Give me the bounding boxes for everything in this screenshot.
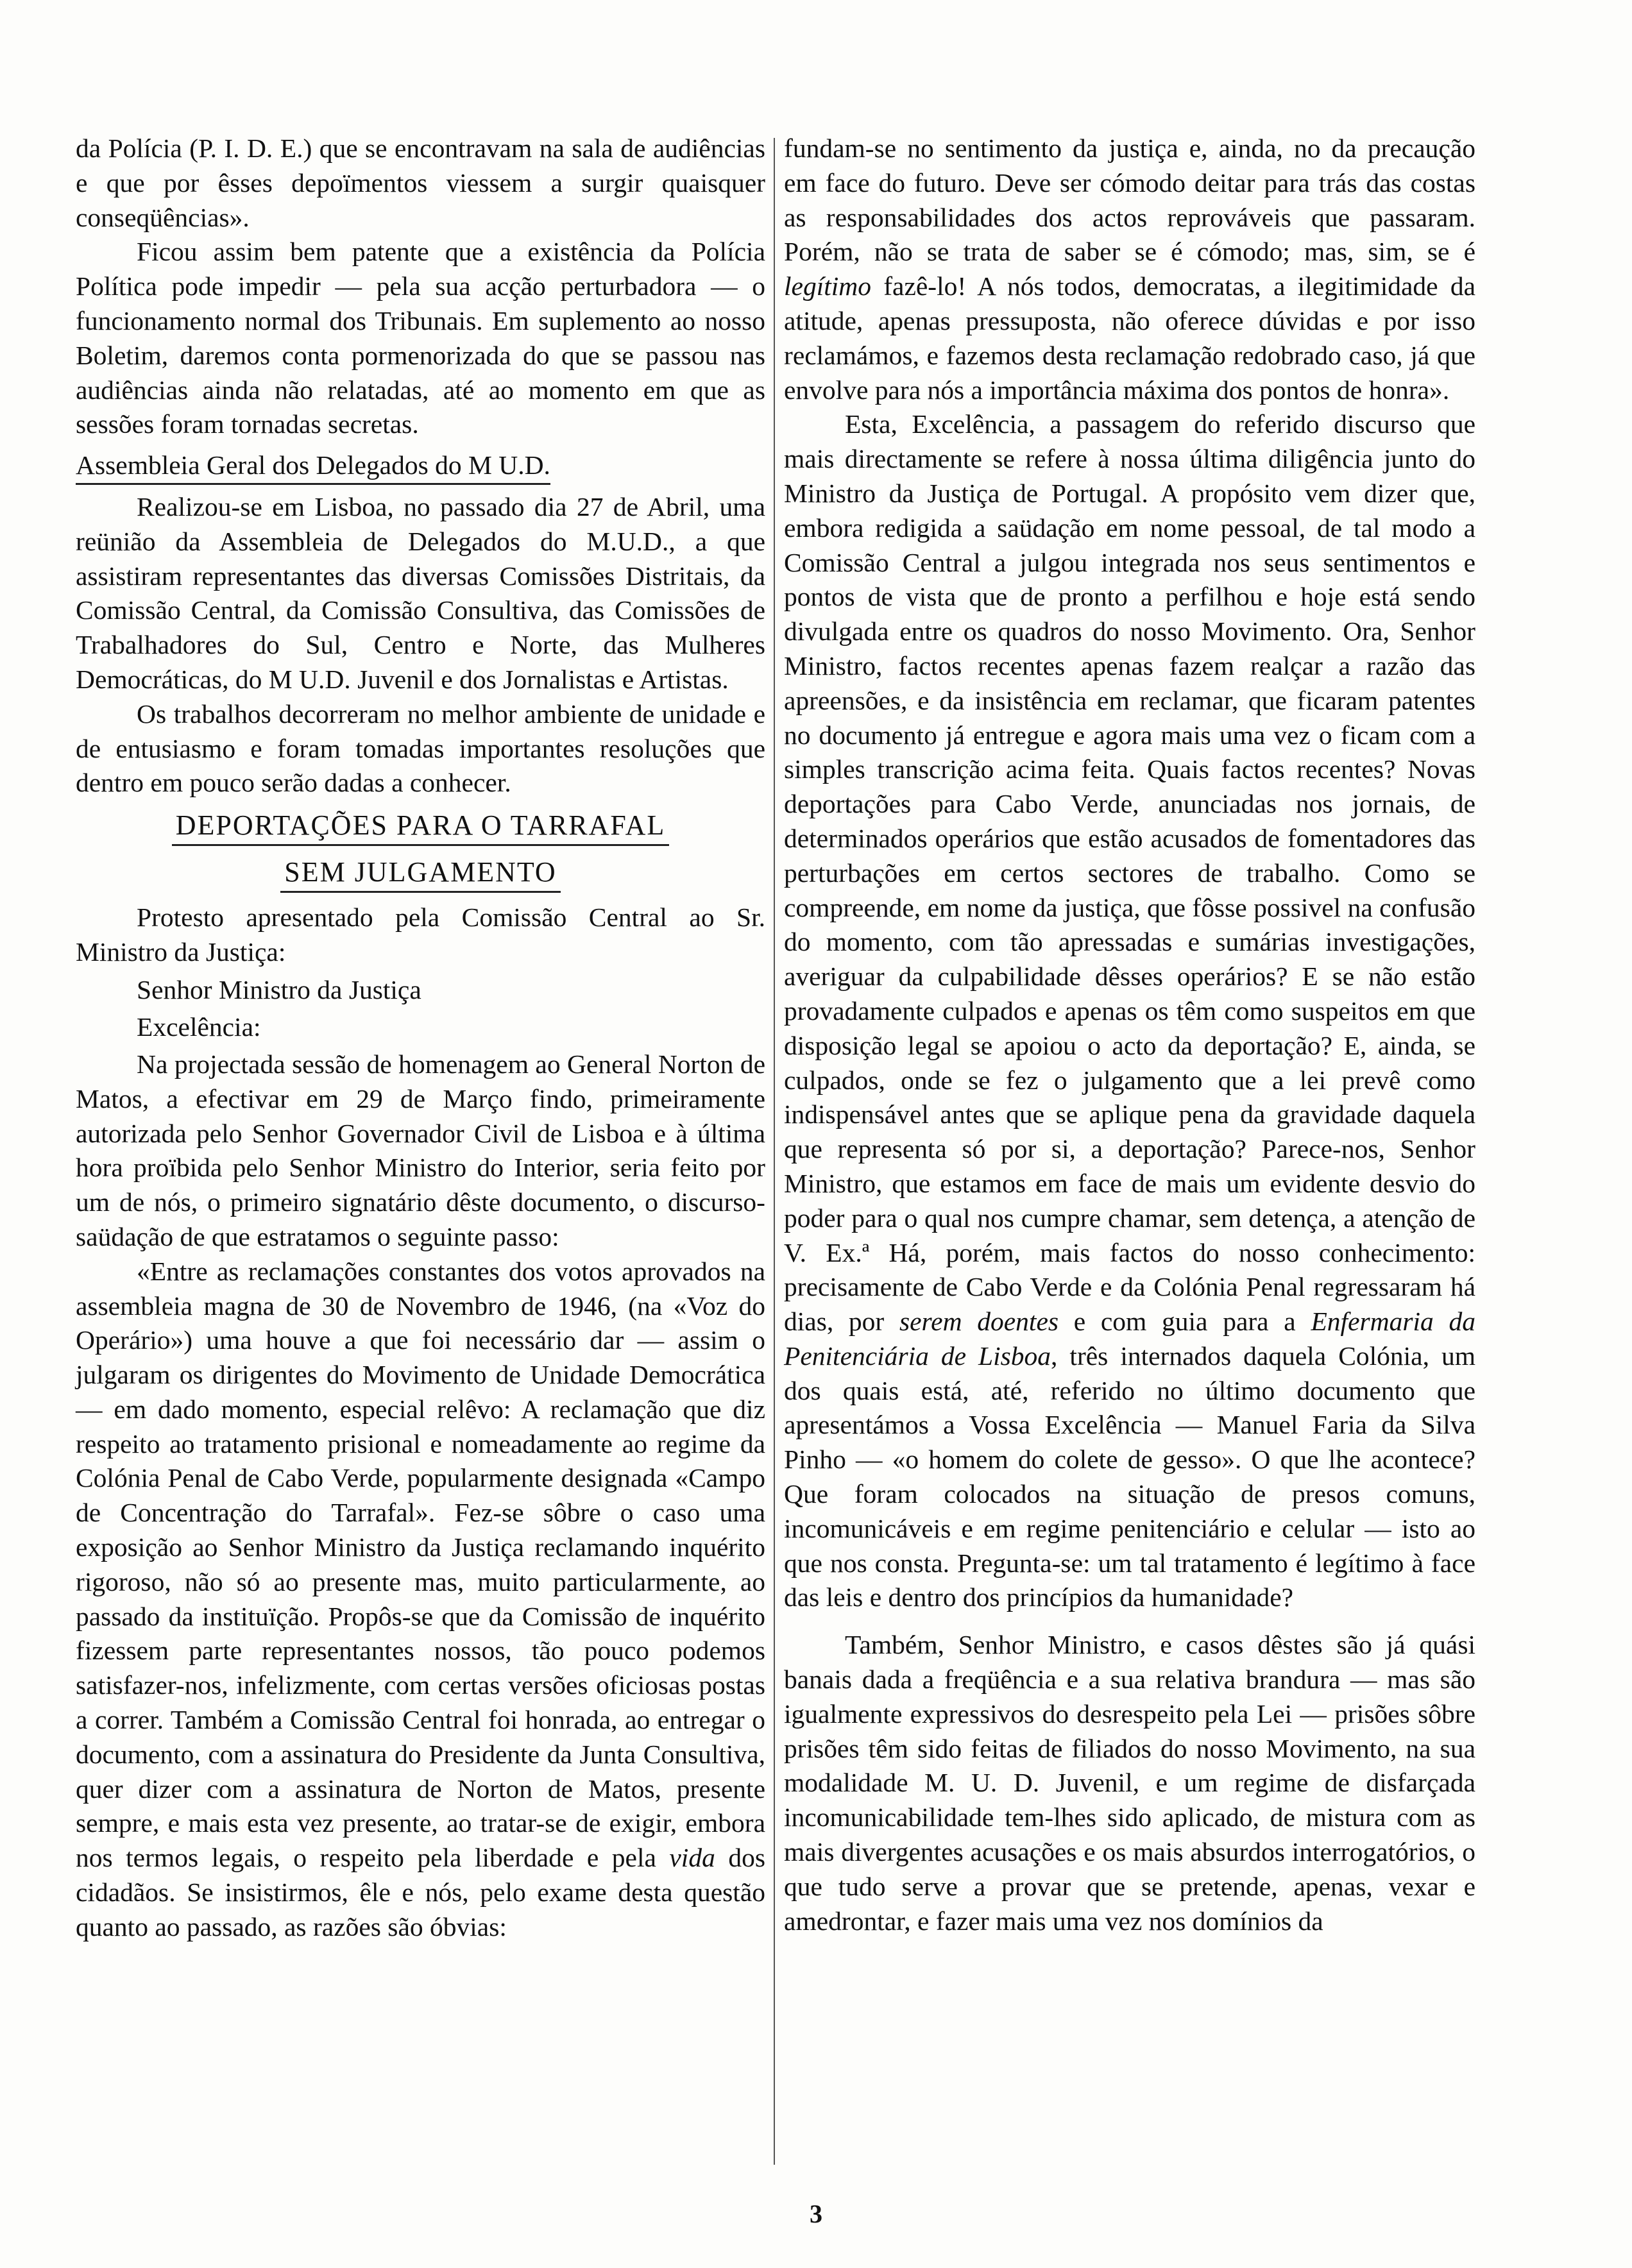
italic-enfermaria: Enfermaria da Penitenciária de Lisboa <box>784 1307 1475 1371</box>
left-column <box>76 131 765 1945</box>
text-run: e com guia para a <box>1058 1307 1311 1337</box>
paragraph-passagem <box>784 407 1475 1615</box>
paragraph-reclamacoes <box>76 1255 765 1945</box>
salutation-ministro: Senhor Ministro da Justiça <box>137 975 421 1005</box>
right-column <box>784 131 1475 1938</box>
salutation-excelencia: Excelência: <box>137 1012 261 1042</box>
paragraph-trabalhos: Os trabalhos decorreram no melhor ambiente de unidade e de entusiasmo e foram tomadas importantes resoluções que dentro em pouco serão dadas a conhecer. <box>76 698 765 798</box>
text-run: «Entre as reclamações constantes dos votos aprovados na assembleia magna de 30 de Novembro de 1946, (na «Voz do Operário») uma houve a que foi necessário dar — assim o julgaram os dirigentes do Movimento de Unidade Democrática — em dado momento, especial relêvo: A reclamação que diz respeito ao tratamento prisional e nomeadamente ao regime da Colónia Penal de Cabo Verde, popularmente designada «Campo de Concentração do Tarrafal». Fez-se sôbre o caso uma exposição ao Senhor Ministro da Justiça reclamando inquérito rigoroso, não só ao presente mas, muito particularmente, ao passado da instituïção. Propôs-se que da Comissão de inquérito fizessem parte representantes nossos, tão pouco podemos satisfazer-nos, infelizmente, com certas versões oficiosas postas a correr. Também a Comissão Central foi honrada, ao entregar o documento, com a assinatura do Presidente da Junta Consultiva, quer dizer com a assinatura de Norton de Matos, presente sempre, e mais esta vez presente, ao tratar-se de exigir, embora nos termos legais, o respeito pela liberdade e pela <box>76 1256 765 1873</box>
text-run: fundam-se no sentimento da justiça e, ainda, no da precaução em face do futuro. Deve ser cómodo deitar para trás das costas as responsabilidades dos actos reprováveis que passaram. Porém, não se trata de saber se é cómodo; mas, sim, se é <box>784 133 1475 267</box>
page-number: 3 <box>810 2199 822 2228</box>
text-run: Esta, Excelência, a passagem do referido discurso que mais directamente se refere à nossa última diligência junto do Ministro da Justiça de Portugal. A propósito vem dizer que, embora redigida a saüdação em nome pessoal, de tal modo a Comissão Central a julgou integrada nos seus sentimentos e pontos de vista que de pronto a perfilhou e hoje está sendo divulgada entre os quadros do nosso Movimento. Ora, Senhor Ministro, factos recentes apenas fazem realçar a razão das apreensões, e da insistência em reclamar, que ficaram patentes no documento já entregue e agora mais uma vez o ficam com a simples transcrição acima feita. Quais factos recentes? Novas deportações para Cabo Verde, anunciadas nos jornais, de determinados operários que estão acusados de fomentadores das perturbações em certos sectores de trabalho. Como se compreende, em nome da justiça, que fôsse possivel na confusão do momento, com tão apressadas e sumárias investigações, averiguar da culpabilidade dêsses operários? E se não estão provadamente culpados e apenas os têm como suspeitos em que disposição legal se apoiou o acto da deportação? E, ainda, se culpados, onde se fez o julgamento que a lei prevê como indispensável antes que se aplique pena da gravidade daquela que representa só por si, a deportação? Parece-nos, Senhor Ministro, que estamos em face de mais um evidente desvio do poder para o qual nos cumpre chamar, sem detença, a atenção de V. Ex.ª Há, porém, mais factos do nosso conhecimento: precisamente de Cabo Verde e da Colónia Penal regressaram há dias, por <box>784 409 1475 1337</box>
text-run: fazê-lo! A nós todos, democratas, a ilegitimidade da atitude, apenas pressuposta, não oferece dúvidas e por isso reclamámos, e fazemos desta reclamação redobrado caso, já que envolve para nós a importância máxima dos pontos de honra». <box>784 271 1475 405</box>
article-title: DEPORTAÇÕES PARA O TARRAFAL <box>172 808 670 846</box>
italic-legitimo: legítimo <box>784 271 872 301</box>
italic-vida: vida <box>669 1843 715 1873</box>
paragraph-homenagem: Na projectada sessão de homenagem ao General Norton de Matos, a efectivar em 29 de Março findo, primeiramente autorizada pelo Senhor Governador Civil de Lisboa e à última hora proïbida pelo Senhor Ministro do Interior, seria feito por um de nós, o primeiro signatário dêste documento, o discurso-saüdação de que estratamos o seguinte passo: <box>76 1049 765 1251</box>
italic-doentes: serem doentes <box>899 1307 1059 1337</box>
paragraph-pide: da Polícia (P. I. D. E.) que se encontravam na sala de audiências e que por êsses depoïmentos viessem a surgir quaisquer conseqüências». <box>76 133 765 232</box>
text-run: , três internados daquela Colónia, um dos quais está, até, referido no último documento que apresentámos a Vossa Excelência — Manuel Faria da Silva Pinho — «o homem do colete de gesso». O que lhe acontece? Que foram colocados na situação de presos comuns, incomunicáveis e em regime penitenciário e celular — isto ao que nos consta. Pregunta-se: um tal tratamento é legítimo à face das leis e dentro dos princípios da humanidade? <box>784 1341 1475 1612</box>
paragraph-justica <box>784 131 1475 407</box>
paragraph-tambem: Também, Senhor Ministro, e casos dêstes são já quási banais dada a freqüência e a sua relativa brandura — mas são igualmente expressivos do desrespeito pela Lei — prisões sôbre prisões têm sido feitas de filiados do nosso Movimento, na sua modalidade M. U. D. Juvenil, e um regime de disfarçada incomunicabilidade tem-lhes sido aplicado, de mistura com as mais divergentes acusações e os mais absurdos interrogatórios, o que tudo serve a provar que se pretende, apenas, vexar e amedrontar, e fazer mais uma vez nos domínios da <box>784 1630 1475 1936</box>
paragraph-protesto: Protesto apresentado pela Comissão Central ao Sr. Ministro da Justiça: <box>76 902 765 967</box>
text-run: dos cidadãos. Se insistirmos, êle e nós, pelo exame desta questão quanto ao passado, as razões são óbvias: <box>76 1843 765 1942</box>
paragraph-assembleia: Realizou-se em Lisboa, no passado dia 27 de Abril, uma reünião da Assembleia de Delegados do M.U.D., a que assistiram representantes das diversas Comissões Distritais, da Comissão Central, da Comissão Consultiva, das Comissões de Trabalhadores do Sul, Centro e Norte, das Mulheres Democráticas, do M U.D. Juvenil e dos Jornalistas e Artistas. <box>76 491 765 694</box>
column-divider <box>774 138 775 2165</box>
article-subtitle: SEM JULGAMENTO <box>280 855 560 893</box>
paragraph-policia-politica: Ficou assim bem patente que a existência da Polícia Política pode impedir — pela sua acção perturbadora — o funcionamento normal dos Tribunais. Em suplemento ao nosso Boletim, daremos conta pormenorizada do que se passou nas audiências ainda não relatadas, até ao momento em que as sessões foram tornadas secretas. <box>76 237 765 439</box>
section-heading-assembleia: Assembleia Geral dos Delegados do M U.D. <box>76 448 550 485</box>
